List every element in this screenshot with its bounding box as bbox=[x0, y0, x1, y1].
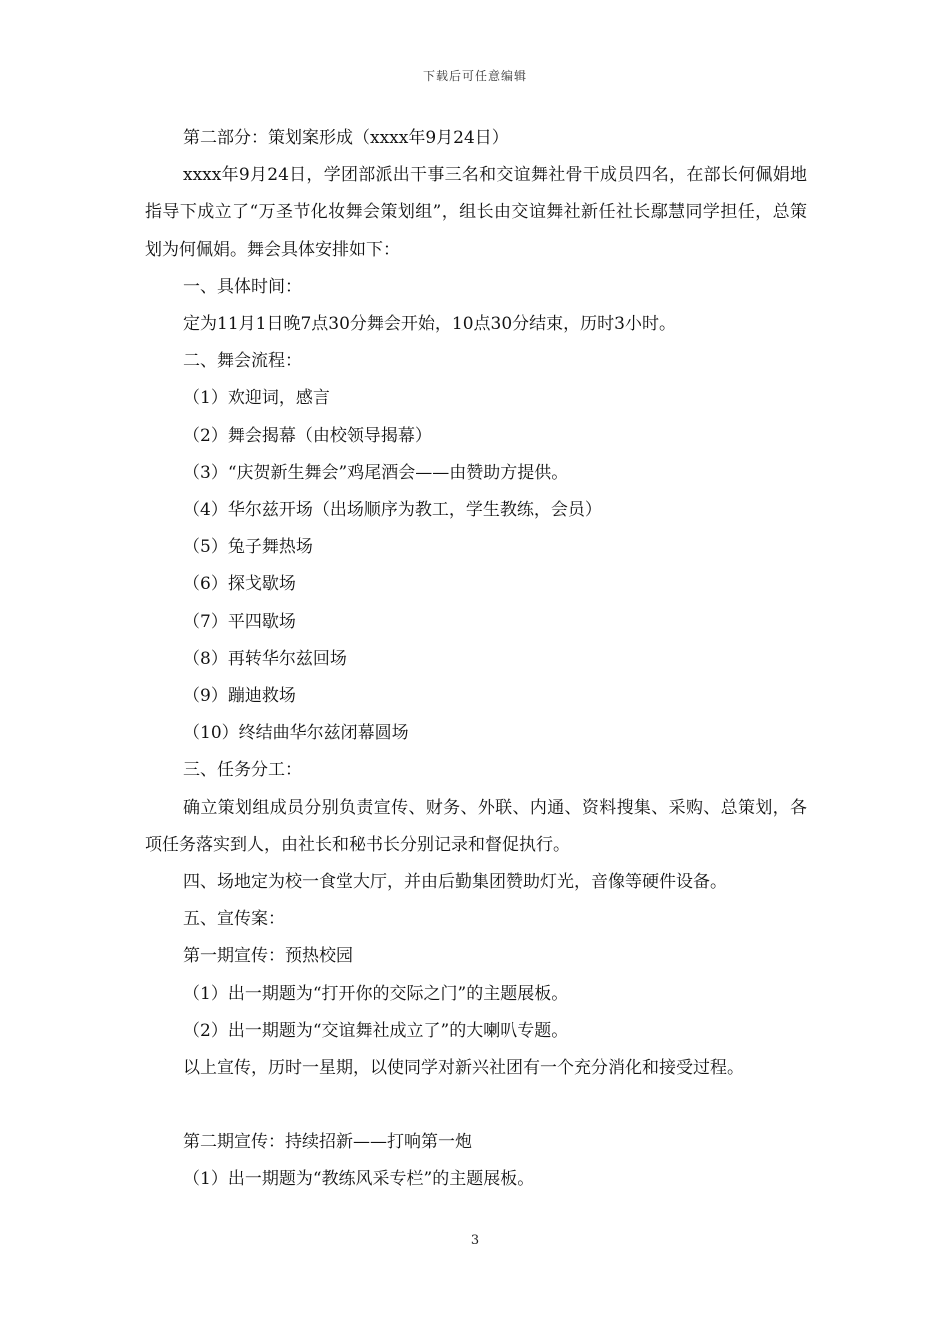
list-item: （2）出一期题为“交谊舞社成立了”的大喇叭专题。 bbox=[183, 1020, 569, 1041]
list-item: （8）再转华尔兹回场 bbox=[183, 648, 347, 669]
paragraph-intro: xxxx年9月24日，学团部派出干事三名和交谊舞社骨干成员四名，在部长何佩娟地指导下成立了“万圣节化妆舞会策划组”，组长由交谊舞社新任社长鄢慧同学担任，总策划为何佩娟。舞会具体安排如下： bbox=[145, 165, 807, 260]
list-item: （9）蹦迪救场 bbox=[183, 686, 296, 707]
paragraph-venue: 四、场地定为校一食堂大厅，并由后勤集团赞助灯光，音像等硬件设备。 bbox=[183, 872, 727, 893]
list-item: （4）华尔兹开场（出场顺序为教工，学生教练，会员） bbox=[183, 500, 602, 521]
list-item: （1）出一期题为“教练风采专栏”的主题展板。 bbox=[183, 1169, 535, 1190]
list-item: （6）探戈歇场 bbox=[183, 574, 296, 595]
list-item: （7）平四歇场 bbox=[183, 611, 296, 632]
list-item: （1）出一期题为“打开你的交际之门”的主题展板。 bbox=[183, 983, 569, 1004]
list-item: （3）“庆贺新生舞会”鸡尾酒会——由赞助方提供。 bbox=[183, 462, 569, 483]
paragraph-time: 定为11月1日晚7点30分舞会开始，10点30分结束，历时3小时。 bbox=[183, 314, 676, 335]
heading-publicity: 五、宣传案： bbox=[183, 909, 285, 930]
header-note: 下载后可任意编辑 bbox=[422, 69, 527, 83]
paragraph-tasks: 确立策划组成员分别负责宣传、财务、外联、内通、资料搜集、采购、总策划，各项任务落实到人，由社长和秘书长分别记录和督促执行。 bbox=[145, 797, 807, 855]
subheading-phase-two: 第二期宣传：持续招新——打响第一炮 bbox=[183, 1132, 472, 1153]
list-item: （1）欢迎词，感言 bbox=[183, 388, 330, 409]
page-number: 3 bbox=[470, 1233, 480, 1248]
section-heading-part-two: 第二部分：策划案形成（xxxx年9月24日） bbox=[183, 128, 509, 148]
heading-tasks: 三、任务分工： bbox=[183, 760, 302, 781]
list-item: （2）舞会揭幕（由校领导揭幕） bbox=[183, 425, 432, 446]
list-item: （5）兔子舞热场 bbox=[183, 537, 313, 558]
heading-process: 二、舞会流程： bbox=[183, 351, 302, 372]
subheading-phase-one: 第一期宣传：预热校园 bbox=[183, 946, 353, 967]
list-item: （10）终结曲华尔兹闭幕圆场 bbox=[183, 723, 409, 744]
paragraph-phase-one-summary: 以上宣传，历时一星期，以使同学对新兴社团有一个充分消化和接受过程。 bbox=[183, 1058, 744, 1079]
heading-time: 一、具体时间： bbox=[183, 276, 302, 297]
document-body bbox=[145, 120, 807, 1199]
